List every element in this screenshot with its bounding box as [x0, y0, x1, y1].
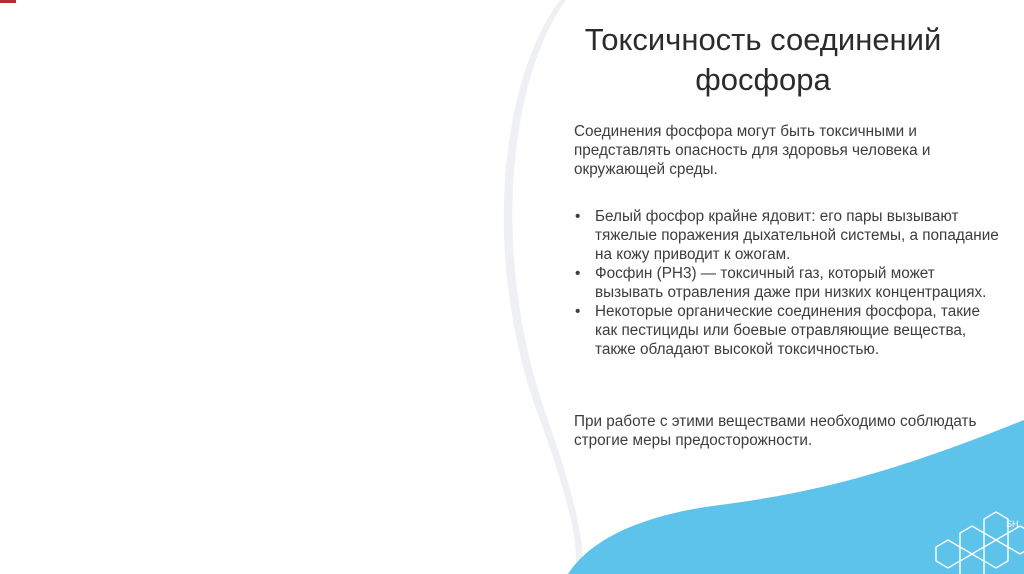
corner-mark	[0, 0, 16, 3]
bullet-symbol: •	[575, 208, 581, 225]
bullet-text: Некоторые органические соединения фосфора, такие как пестициды или боевые отравляющие вещества, также обладают высокой токсичностью.	[595, 303, 980, 358]
intro-paragraph: Соединения фосфора могут быть токсичными и представлять опасность для здоровья человека и окружающей среды.	[574, 123, 931, 178]
bullet-item	[574, 207, 1004, 264]
bullet-item	[574, 302, 1004, 359]
bullet-symbol: •	[575, 303, 581, 320]
bullet-text: Белый фосфор крайне ядовит: его пары вызывают тяжелые поражения дыхательной системы, а попадание на кожу приводит к ожогам.	[595, 208, 999, 263]
slide-title: Токсичность соединений фосфора	[584, 22, 942, 97]
molecule-label: SH	[1006, 519, 1019, 529]
closing-paragraph: При работе с этими веществами необходимо соблюдать строгие меры предосторожности.	[574, 413, 977, 449]
bullet-symbol: •	[575, 265, 581, 282]
bullet-text: Фосфин (PH3) — токсичный газ, который может вызывать отравления даже при низких концентрациях.	[595, 265, 987, 301]
bullet-item	[574, 264, 1004, 302]
bullet-list	[574, 207, 1004, 359]
